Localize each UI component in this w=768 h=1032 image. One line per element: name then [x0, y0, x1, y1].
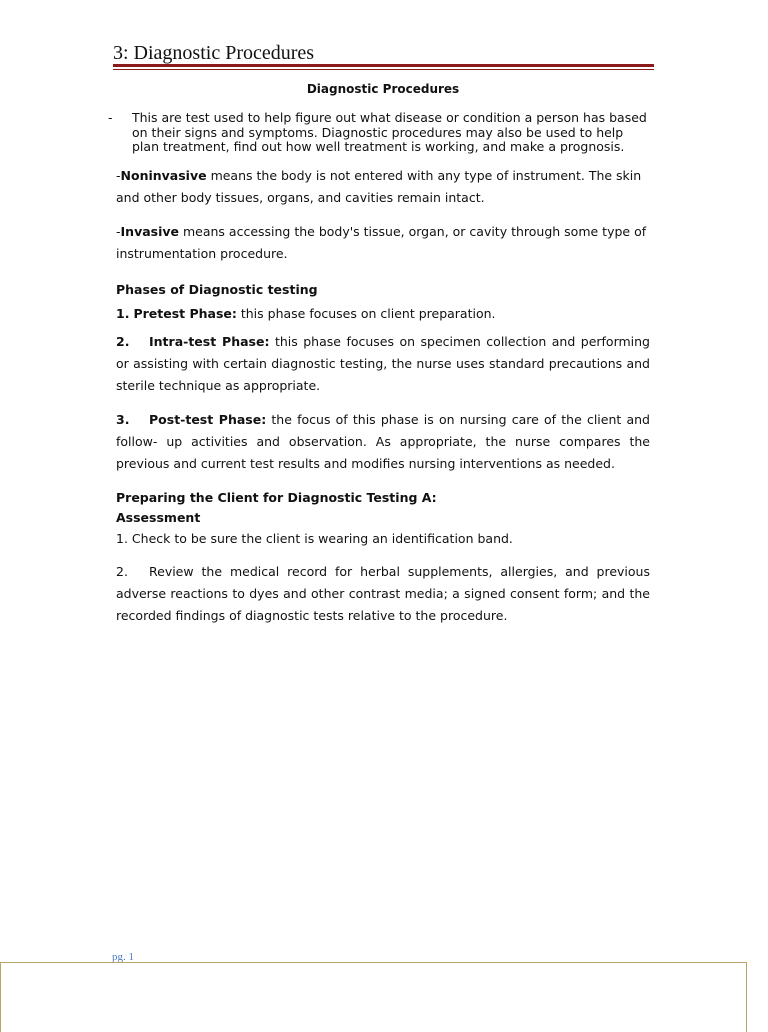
phase-text: the focus of this phase is on nursing care of the client and follow- up activities and observation. As appropriate, the nurse compares the previous and current test results and modifies nursing interventions as needed.	[116, 411, 650, 471]
noninvasive-prefix: -	[116, 167, 121, 183]
phase-number: 1.	[116, 305, 130, 321]
header-rule-thin	[113, 69, 654, 70]
intro-bullet	[108, 110, 650, 155]
header-rule-thick	[113, 64, 654, 67]
phase-item	[116, 409, 650, 475]
page-number: pg. 1	[112, 951, 134, 963]
phase-number: 3.	[116, 411, 130, 427]
phases-heading: Phases of Diagnostic testing	[116, 281, 318, 297]
preparing-heading: Preparing the Client for Diagnostic Testing A:	[116, 489, 437, 505]
bullet-mark: -	[108, 110, 113, 125]
invasive-prefix: -	[116, 223, 121, 239]
phase-term: Post-test Phase:	[149, 411, 267, 427]
assessment-text: Review the medical record for herbal supplements, allergies, and previous adverse reactions to dyes and other contrast media; a signed consent form; and the recorded findings of diagnostic tests relative to the procedure.	[116, 563, 650, 623]
noninvasive-definition	[116, 165, 650, 209]
assessment-number: 2.	[116, 563, 128, 579]
invasive-text: means accessing the body's tissue, organ, or cavity through some type of instrumentation procedure.	[116, 223, 647, 261]
assessment-text: Check to be sure the client is wearing an identification band.	[131, 530, 513, 546]
noninvasive-text: means the body is not entered with any type of instrument. The skin and other body tissues, organs, and cavities remain intact.	[116, 167, 642, 205]
invasive-definition	[116, 221, 650, 265]
phase-text: this phase focuses on client preparation.	[236, 305, 496, 321]
document-body	[108, 80, 650, 627]
assessment-number: 1.	[116, 530, 128, 546]
intro-text: This are test used to help figure out what disease or condition a person has based on their signs and symptoms. Diagnostic procedures may also be used to help plan treatment, find out how well treatment is working, and make a prognosis.	[132, 110, 647, 154]
assessment-heading: Assessment	[116, 509, 201, 525]
phase-number: 2.	[116, 333, 130, 349]
document-title: Diagnostic Procedures	[306, 82, 460, 96]
phase-term: Intra-test Phase:	[149, 333, 270, 349]
assessment-item	[116, 528, 650, 550]
chapter-header: 3: Diagnostic Procedures	[113, 42, 315, 64]
assessment-item	[116, 561, 650, 627]
phase-term: Pretest Phase:	[133, 305, 237, 321]
invasive-term: Invasive	[120, 223, 179, 239]
phase-item	[116, 331, 650, 397]
footer-border	[0, 962, 747, 1032]
phase-text: this phase focuses on specimen collection and performing or assisting with certain diagnostic testing, the nurse uses standard precautions and sterile technique as appropriate.	[116, 333, 650, 393]
phase-item	[116, 303, 650, 325]
noninvasive-term: Noninvasive	[120, 167, 207, 183]
